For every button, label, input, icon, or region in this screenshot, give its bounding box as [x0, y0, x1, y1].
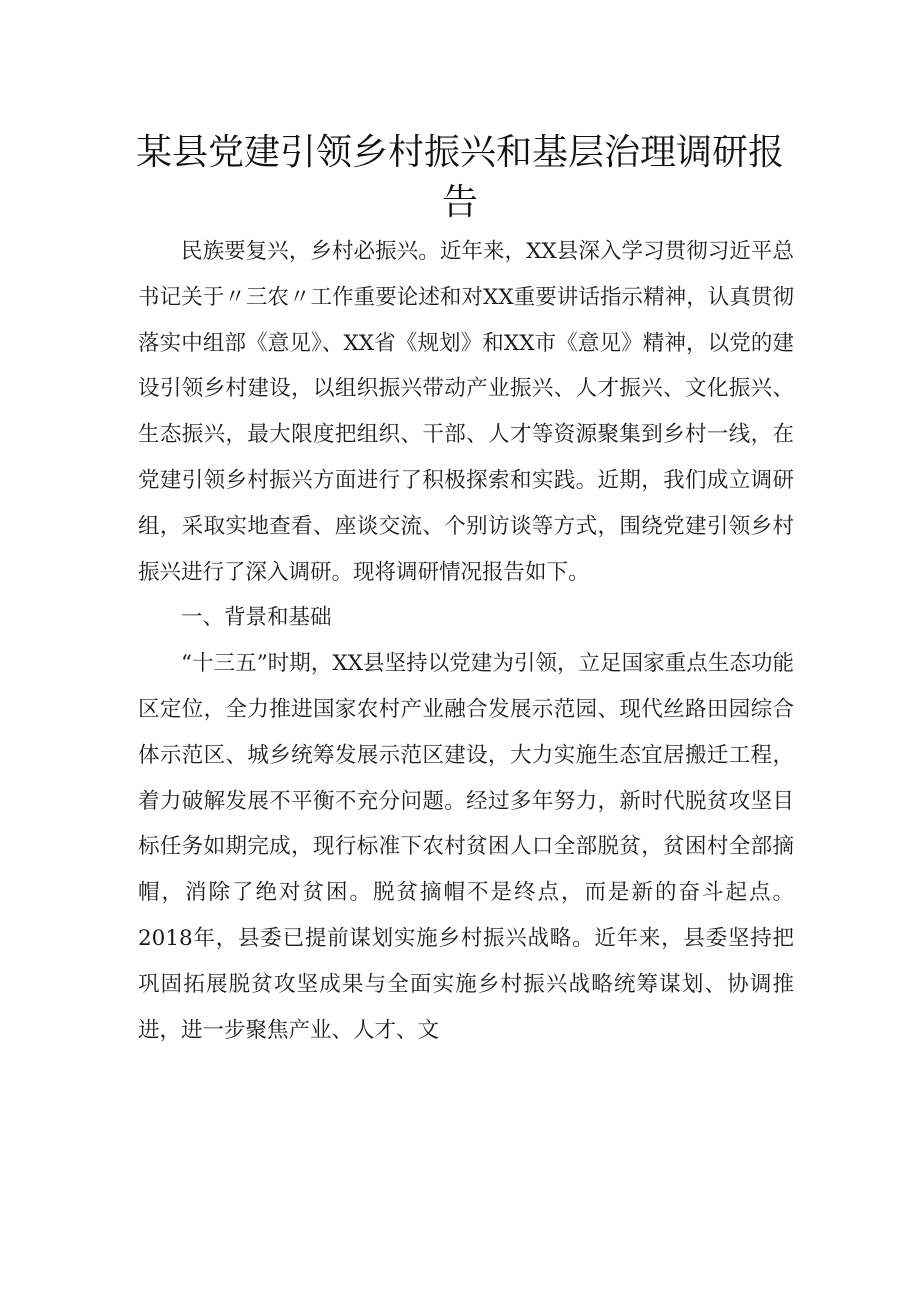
section-heading: 一、背景和基础 — [181, 605, 332, 631]
background-paragraph: “十三五”时期，XX县坚持以党建为引领，立足国家重点生态功能区定位，全力推进国家农村产业融合发展示范园、现代丝路田园综合体示范区、城乡统筹发展示范区建设，大力实施生态宜居搬迁工程，着力破解发展不平衡不充分问题。经过多年努力，新时代脱贫攻坚目标任务如期完成，现行标准下农村贫困人口全部脱贫，贫困村全部摘帽，消除了绝对贫困。脱贫摘帽不是终点，而是新的奋斗起点。2018年，县委已提前谋划实施乡村振兴战略。近年来，县委坚持把巩固拓展脱贫攻坚成果与全面实施乡村振兴战略统筹谋划、协调推进，进一步聚焦产业、人才、文 — [138, 651, 794, 1043]
document-title: 某县党建引领乡村振兴和基层治理调研报告 — [135, 132, 784, 223]
intro-paragraph: 民族要复兴，乡村必振兴。近年来，XX县深入学习贯彻习近平总书记关于〃三农〃工作重要论述和对XX重要讲话指示精神，认真贯彻落实中组部《意见》、XX省《规划》和XX市《意见》精神，以党的建设引领乡村建设，以组织振兴带动产业振兴、人才振兴、文化振兴、生态振兴，最大限度把组织、干部、人才等资源聚集到乡村一线，在党建引领乡村振兴方面进行了积极探索和实践。近期，我们成立调研组，采取实地查看、座谈交流、个别访谈等方式，围绕党建引领乡村振兴进行了深入调研。现将调研情况报告如下。 — [138, 239, 794, 585]
document-body — [138, 229, 794, 1053]
